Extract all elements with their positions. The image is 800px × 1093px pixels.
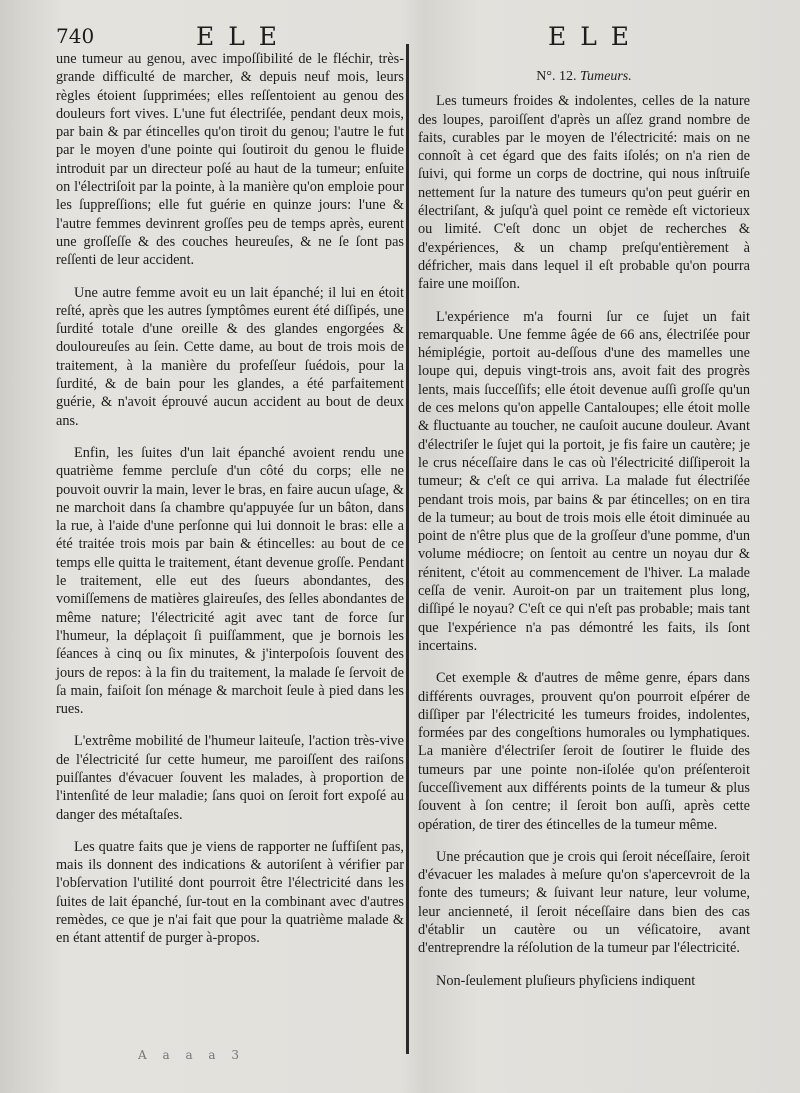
paragraph: Les tumeurs froides & indolentes, celles de la nature des loupes, paroiſſent d'après un aſſez grand nombre de faits, curables par le moyen de l'électricité: mais on ne connoît à cet égard que des faits iſolés; on n'a rien de ſuivi, qui forme un corps de doctrine, qui nous inſtruiſe nettement ſur la nature des tumeurs qu'on peut guérir en électriſant, & juſqu'à quel point ce remède eſt victorieux ou limité. C'eſt donc un objet de recherches & d'expériences, & un champ preſqu'entièrement à défricher, mais dans lequel il eſt probable qu'on pourra faire une moiſſon. — [418, 93, 750, 293]
paragraph: Cet exemple & d'autres de même genre, épars dans différents ouvrages, prouvent qu'on pourroit eſpérer de diſſiper par l'électricité les tumeurs froides, indolentes, formées par des congeſtions humorales ou lymphatiques. La manière d'électriſer ſeroit de ſoutirer le fluide des tumeurs par une pointe non-iſolée qu'on préſenteroit ſucceſſivement aux différents points de la tumeur & plus ſouvent à ſon centre; il ſeroit bon auſſi, après cette opération, de tirer des étincelles de la tumeur même. — [418, 670, 750, 833]
running-head-left: E L E — [196, 22, 280, 51]
page-number: 740 — [56, 24, 95, 48]
running-head-right: E L E — [548, 22, 632, 51]
paragraph: Non-ſeulement pluſieurs phyſiciens indiquent — [436, 972, 696, 989]
left-column — [56, 50, 404, 962]
paragraph: Les quatre faits que je viens de rapporter ne ſuffiſent pas, mais ils donnent des indications & autoriſent à vérifier par l'obſervation l'utilité dont pourroit être l'électricité dans les ſuites de lait épanché, ſur-tout en la combinant avec d'autres remèdes, ce que je n'ai fait que pour la quatrième malade & en étant attentif de purger à-propos. — [56, 838, 404, 947]
signature-mark: A a a a 3 — [138, 1048, 246, 1062]
paragraph: Une précaution que je crois qui ſeroit néceſſaire, ſeroit d'évacuer les malades à meſure qu'on s'apercevroit de la fonte des tumeurs; & ſuivant leur nature, leur volume, leur ancienneté, il ſeroit néceſſaire dans bien des cas d'établir un cautère ou un véſicatoire, avant d'entreprendre la réſolution de la tumeur par l'électricité. — [418, 848, 750, 957]
paragraph: L'expérience m'a fourni ſur ce ſujet un fait remarquable. Une femme âgée de 66 ans, électriſée pour hémiplégie, portoit au-deſſous d'une des mamelles une loupe qui, depuis vingt-trois ans, avoit fait des progrès lents, mais ſucceſſifs; elle étoit devenue auſſi groſſe qu'un de ces melons qu'on appelle Cantaloupes; elle étoit molle & fluctuante au toucher, ne cauſoit aucune douleur. Avant d'électriſer le ſujet qui la portoit, je fis faire un cautère; je le crus néceſſaire dans le cas où l'électricité diſſiperoit la tumeur; & c'eſt ce qui arriva. La malade fut électriſée pendant trois mois, par bains & par étincelles; on en tira de la tumeur; au bout de trois mois elle étoit diminuée au point de n'être plus que de la groſſeur d'une pomme, d'un volume médiocre; on ſentoit au centre un noyau dur & rénitent, c'étoit au commencement de l'hiver. La malade ceſſa de venir. Auroit-on par un traitement plus long, diſſipé le noyau? C'eſt ce qui n'eſt pas probable; mais tant que l'expérience n'a pas démontré les faits, ils ſont incertains. — [418, 308, 750, 654]
section-heading — [418, 68, 750, 86]
section-title: Tumeurs. — [579, 69, 632, 84]
section-number: N°. 12. — [536, 69, 577, 84]
paragraph: Une autre femme avoit eu un lait épanché; il lui en étoit reſté, après que les autres ſymptômes eurent été diſſipés, une ſurdité totale d'une oreille & des glandes engorgées & douloureuſes au ſein. Cette dame, au bout de trois mois de traitement, à la manière du profeſſeur ſuédois, pour la ſurdité, & de bain pour les glandes, a été parfaitement guérie, & n'avoit éprouvé aucun accident au bout de deux ans. — [56, 284, 404, 429]
paragraph: Enfin, les ſuites d'un lait épanché avoient rendu une quatrième femme percluſe d'un côté du corps; elle ne pouvoit ouvrir la main, lever le bras, en faire aucun uſage, & ne marchoit dans ſa chambre qu'appuyée ſur un bâton, dans la rue, à l'aide d'une perſonne qui lui donnoit le bras: elle a été traitée trois mois par bain & étincelles: au bout de ce temps elle quitta le traitement, étant devenue groſſe. Pendant le traitement, elle eut des ſueurs abondantes, des vomiſſemens de matières glaireuſes, des ſelles abondantes de même nature; l'électricité agit avec tant de force ſur l'humeur, la déplaçoit ſi puiſſamment, que je bornois les ſéances à cinq ou ſix minutes, & j'interpoſois ſouvent des jours de repos: à la fin du traitement, la malade ſe ſervoit de ſa main, faiſoit ſon ménage & marchoit ſeule à pied dans les rues. — [56, 444, 404, 718]
paragraph: L'extrême mobilité de l'humeur laiteuſe, l'action très-vive de l'électricité ſur cette humeur, me paroiſſent des raiſons puiſſantes d'évacuer ſouvent les malades, à proportion de l'intenſité de leur maladie; ſans quoi on ſeroit fort expoſé au danger des métaſtaſes. — [56, 733, 404, 823]
column-divider — [406, 44, 409, 1054]
right-column — [418, 50, 750, 1004]
paragraph: une tumeur au genou, avec impoſſibilité de le fléchir, très-grande difficulté de marcher, & depuis neuf mois, leurs règles étoient ſupprimées; elles reſſentoient au genou des douleurs fort vives. L'une fut électriſée, pendant deux mois, par bain & par étincelles qu'on tiroit du genou; l'autre le fut par le moyen d'une pointe qui ſoutiroit du genou le fluide introduit par un directeur poſé au haut de la tumeur; enſuite on l'électriſoit par la pointe, à la manière qu'on emploie pour les ſuppreſſions; elle fut guérie en quinze jours: l'une & l'autre femmes devinrent groſſes peu de temps après, eurent une groſſeſſe & des couches heureuſes, & ne ſe ſont pas reſſenti de leur accident. — [56, 51, 404, 269]
